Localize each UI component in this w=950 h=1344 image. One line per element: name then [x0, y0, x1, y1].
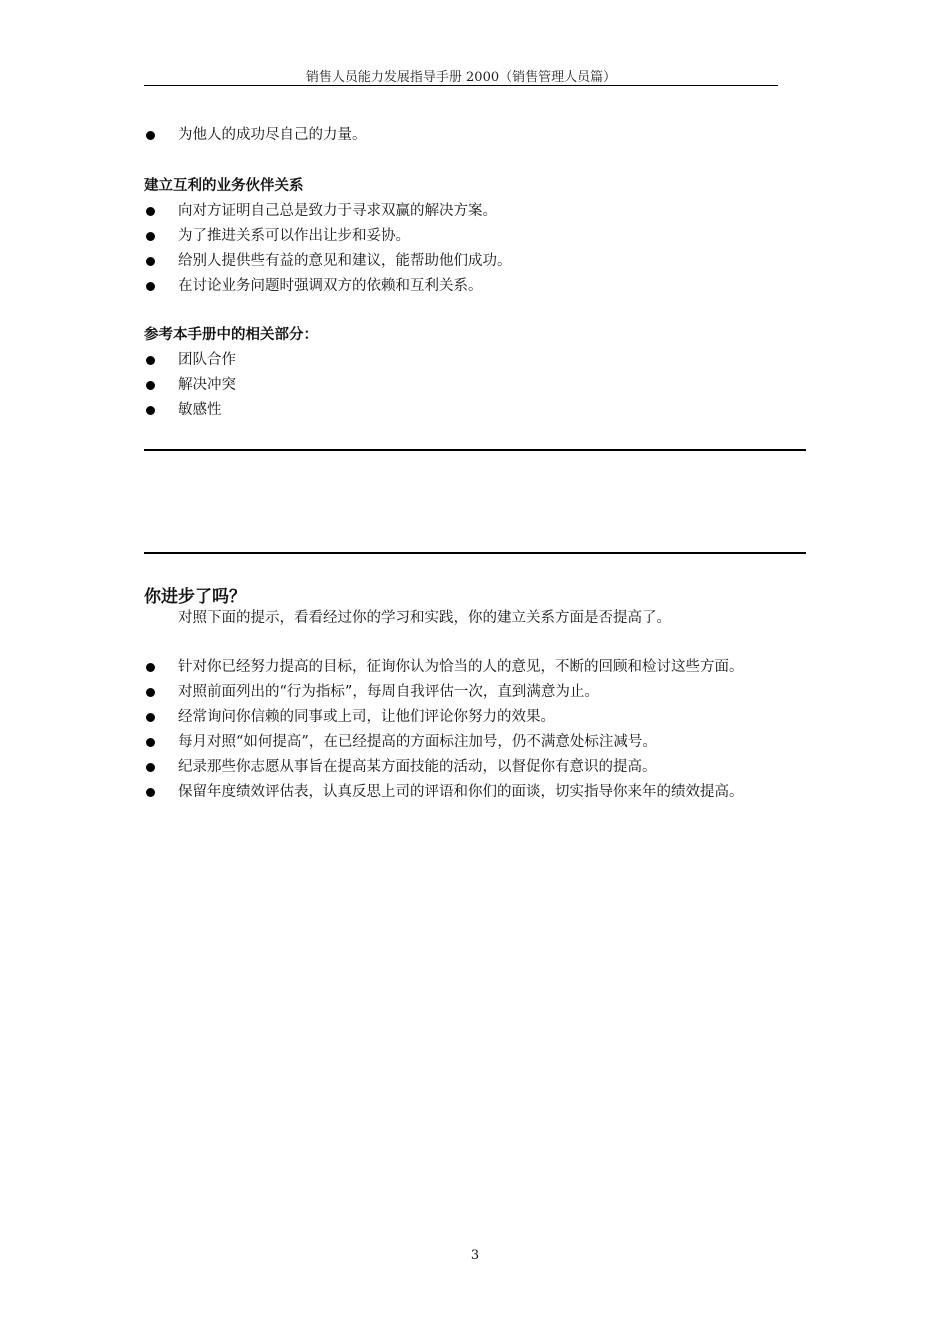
- list-item: [144, 755, 806, 780]
- bullet-icon: [146, 688, 155, 697]
- list-item: [144, 224, 806, 249]
- bullet-icon: [146, 406, 155, 415]
- list-item-text: 团队合作: [178, 352, 236, 368]
- list-item-text: 每月对照“如何提高”，在已经提高的方面标注加号，仍不满意处标注减号。: [178, 734, 657, 750]
- bullet-icon: [146, 663, 155, 672]
- bullet-icon: [146, 763, 155, 772]
- partnership-section: [144, 174, 806, 299]
- list-item: [144, 780, 806, 805]
- list-item: [144, 705, 806, 730]
- list-item: [144, 199, 806, 224]
- bullet-icon: [146, 207, 155, 216]
- partnership-heading: 建立互利的业务伙伴关系: [144, 178, 304, 194]
- list-item-text: 为他人的成功尽自己的力量。: [178, 127, 367, 143]
- progress-list: [144, 655, 806, 805]
- bullet-icon: [146, 713, 155, 722]
- references-section: [144, 323, 806, 423]
- list-item-text: 在讨论业务问题时强调双方的依赖和互利关系。: [178, 278, 483, 294]
- list-item-text: 针对你已经努力提高的目标，征询你认为恰当的人的意见，不断的回顾和检讨这些方面。: [178, 659, 744, 675]
- list-item-text: 向对方证明自己总是致力于寻求双赢的解决方案。: [178, 203, 497, 219]
- list-item-text: 保留年度绩效评估表，认真反思上司的评语和你们的面谈，切实指导你来年的绩效提高。: [178, 784, 744, 800]
- page-header: 销售人员能力发展指导手册 2000（销售管理人员篇）: [305, 70, 617, 85]
- section-divider-top: [144, 449, 806, 451]
- list-item-text: 经常询问你信赖的同事或上司，让他们评论你努力的效果。: [178, 709, 555, 725]
- list-item: [144, 730, 806, 755]
- list-item-text: 对照前面列出的“行为指标”，每周自我评估一次，直到满意为止。: [178, 684, 599, 700]
- list-item-text: 敏感性: [178, 402, 222, 418]
- list-item: [144, 249, 806, 274]
- list-item-text: 为了推进关系可以作出让步和妥协。: [178, 228, 410, 244]
- bullet-icon: [146, 257, 155, 266]
- bullet-icon: [146, 232, 155, 241]
- page-number: 3: [470, 1248, 480, 1263]
- bullet-icon: [146, 282, 155, 291]
- bullet-icon: [146, 131, 155, 140]
- references-heading: 参考本手册中的相关部分：: [144, 327, 318, 343]
- list-item: [144, 373, 806, 398]
- list-item: [144, 274, 806, 299]
- header-divider: [144, 85, 778, 86]
- list-item-text: 纪录那些你志愿从事旨在提高某方面技能的活动，以督促你有意识的提高。: [178, 759, 657, 775]
- progress-intro: 对照下面的提示，看看经过你的学习和实践，你的建立关系方面是否提高了。: [178, 610, 671, 626]
- list-item-text: 解决冲突: [178, 377, 236, 393]
- bullet-icon: [146, 381, 155, 390]
- list-item-text: 给别人提供些有益的意见和建议，能帮助他们成功。: [178, 253, 512, 269]
- list-item: [144, 398, 806, 423]
- progress-title: 你进步了吗？: [144, 587, 246, 607]
- bullet-icon: [146, 788, 155, 797]
- section-divider-bottom: [144, 552, 806, 554]
- list-item: [144, 123, 806, 148]
- top-list: [144, 123, 806, 148]
- list-item: [144, 680, 806, 705]
- list-item: [144, 348, 806, 373]
- list-item: [144, 655, 806, 680]
- bullet-icon: [146, 356, 155, 365]
- bullet-icon: [146, 738, 155, 747]
